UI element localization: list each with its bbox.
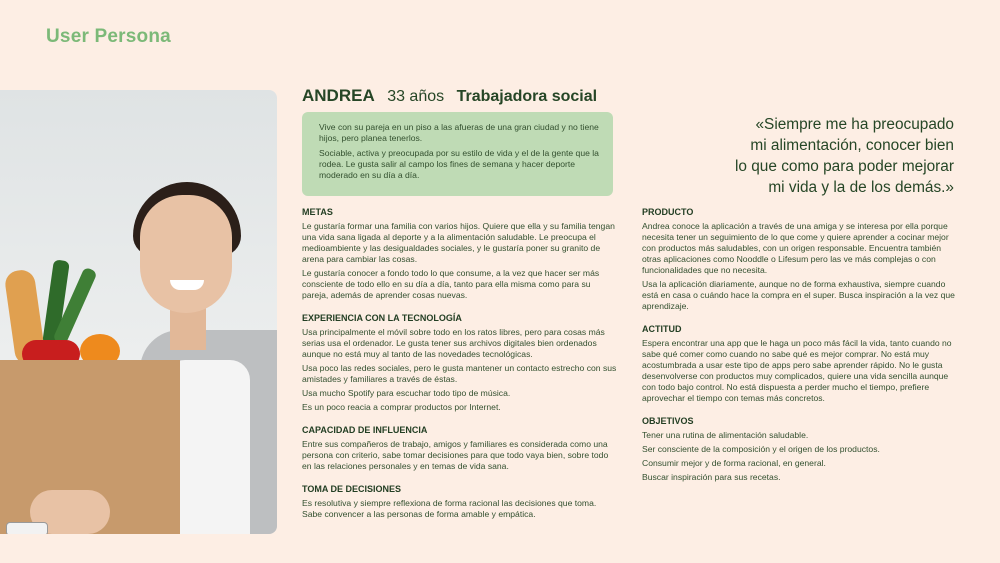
section-paragraph: Andrea conoce la aplicación a través de una amiga y se interesa por ella porque necesita tener un seguimiento de lo que come y quiere aprender a cocinar mejor con productos más saludables, con un origen responsable. Encuentra también otras aplicaciones como Nooddle o Lifesum pero las ve más complejas o con funcionalidades que no necesita.	[642, 221, 949, 275]
section-metas	[302, 207, 617, 301]
photo-phone	[6, 522, 48, 534]
right-column	[642, 207, 958, 495]
section-heading: PRODUCTO	[642, 207, 694, 217]
section-toma-decisiones	[302, 484, 617, 520]
section-paragraph: Ser consciente de la composición y el origen de los productos.	[642, 444, 880, 454]
section-paragraph: Le gustaría conocer a fondo todo lo que consume, a la vez que hacer ser más consciente de todo ello en su día a día, tanto para ella misma como para su pareja, además de aprender cosas nuevas.	[302, 268, 600, 300]
section-paragraph: Consumir mejor y de forma racional, en general.	[642, 458, 826, 468]
intro-paragraph: Sociable, activa y preocupada por su estilo de vida y el de la gente que la rodea. Le gusta salir al campo los fines de semana y hacer deporte moderado en su día a día.	[319, 148, 599, 180]
quote-line: lo que como para poder mejorar	[734, 158, 954, 175]
section-paragraph: Usa mucho Spotify para escuchar todo tipo de música.	[302, 388, 511, 398]
section-capacidad-influencia	[302, 425, 617, 472]
page-title: User Persona	[46, 26, 171, 47]
intro-paragraph: Vive con su pareja en un piso a las afueras de una gran ciudad y no tiene hijos, pero planea tenerlos.	[319, 122, 599, 143]
section-producto	[642, 207, 958, 312]
persona-age: 33 años	[387, 88, 445, 105]
section-paragraph: Espera encontrar una app que le haga un poco más fácil la vida, tanto cuando no sabe qué comer como cuando no sabe qué es mejor comprar. No está muy acostumbrada a usar este tipo de apps pero sabe aprender rápido. No le gusta desenvolverse con productos muy complicados, quiere una vida sencilla aunque con todo bajo control. No está dispuesta a perder mucho el tiempo, prefiere aprovechar el tiempo con temas más concretos.	[642, 338, 952, 403]
section-paragraph: Usa principalmente el móvil sobre todo en los ratos libres, pero para cosas más serias usa el ordenador. Le gusta tener sus archivos digitales bien ordenados aunque no está muy al tanto de las novedades tecnológicas.	[302, 327, 605, 359]
intro-box	[302, 112, 613, 196]
section-heading: METAS	[302, 207, 333, 217]
section-paragraph: Entre sus compañeros de trabajo, amigos y familiares es considerada como una persona con criterio, sabe tomar decisiones para que todo vaya bien, sobre todo en las relaciones personales y en temas de vida sana.	[302, 439, 609, 471]
section-paragraph: Usa la aplicación diariamente, aunque no de forma exhaustiva, siempre cuando está en casa o cuándo hace la compra en el super. Busca inspiración a la vez que aprendizaje.	[642, 279, 955, 311]
section-paragraph: Tener una rutina de alimentación saludable.	[642, 430, 809, 440]
section-paragraph: Le gustaría formar una familia con varios hijos. Quiere que ella y su familia tengan una vida sana ligada al deporte y a la alimentación saludable. Le preocupa el medioambiente y las desigualdades sociales, y le gustaría poner su granito de arena para cambiar las cosas.	[302, 221, 615, 264]
section-actitud	[642, 324, 958, 404]
persona-photo	[0, 90, 277, 534]
section-objetivos	[642, 416, 958, 483]
photo-smile	[170, 280, 204, 290]
section-heading: TOMA DE DECISIONES	[302, 484, 402, 494]
persona-quote	[630, 114, 954, 198]
persona-occupation: Trabajadora social	[456, 88, 598, 105]
section-experiencia-tecnologia	[302, 313, 617, 413]
photo-face	[140, 195, 232, 313]
persona-header	[302, 86, 597, 106]
section-paragraph: Es un poco reacia a comprar productos por Internet.	[302, 402, 501, 412]
quote-line: mi vida y la de los demás.»	[768, 179, 954, 196]
section-heading: CAPACIDAD DE INFLUENCIA	[302, 425, 428, 435]
persona-name: ANDREA	[302, 86, 375, 105]
section-paragraph: Buscar inspiración para sus recetas.	[642, 472, 781, 482]
section-paragraph: Es resolutiva y siempre reflexiona de forma racional las decisiones que toma. Sabe convencer a las personas de forma amable y empática.	[302, 498, 597, 519]
section-heading: OBJETIVOS	[642, 416, 694, 426]
section-paragraph: Usa poco las redes sociales, pero le gusta mantener un contacto estrecho con sus amistades y familiares a través de éstas.	[302, 363, 617, 384]
section-heading: EXPERIENCIA CON LA TECNOLOGÍA	[302, 313, 462, 323]
quote-line: «Siempre me ha preocupado	[755, 116, 954, 133]
quote-line: mi alimentación, conocer bien	[750, 137, 954, 154]
left-column	[302, 207, 617, 532]
section-heading: ACTITUD	[642, 324, 682, 334]
